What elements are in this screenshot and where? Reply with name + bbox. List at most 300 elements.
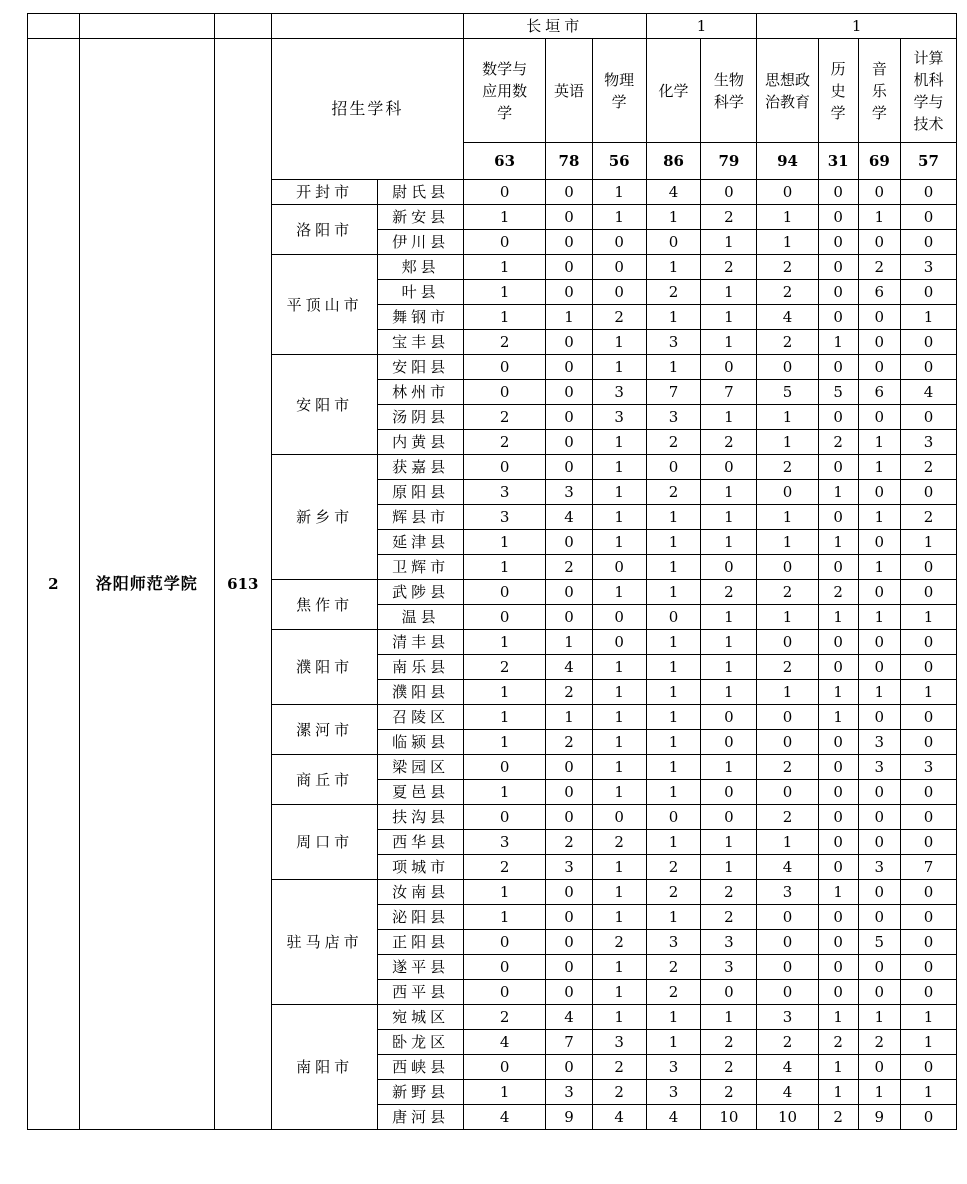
- value-cell: 0: [818, 405, 858, 430]
- value-cell: 7: [701, 380, 757, 405]
- county-cell: 西平县: [378, 980, 464, 1005]
- value-cell: 1: [900, 680, 956, 705]
- value-cell: 1: [818, 1005, 858, 1030]
- value-cell: 0: [858, 580, 900, 605]
- value-cell: 0: [463, 955, 545, 980]
- value-cell: 2: [701, 255, 757, 280]
- value-cell: 4: [757, 1055, 818, 1080]
- county-cell: 召陵区: [378, 705, 464, 730]
- value-cell: 0: [701, 555, 757, 580]
- value-cell: 3: [646, 1080, 701, 1105]
- value-cell: 1: [858, 605, 900, 630]
- value-cell: 0: [592, 630, 646, 655]
- value-cell: 2: [646, 855, 701, 880]
- city-cell: 安阳市: [271, 355, 378, 455]
- value-cell: 1: [818, 680, 858, 705]
- value-cell: 2: [701, 1080, 757, 1105]
- value-cell: 0: [546, 380, 592, 405]
- value-cell: 0: [858, 705, 900, 730]
- institution-name: 洛阳师范学院: [79, 39, 214, 1130]
- value-cell: 1: [818, 705, 858, 730]
- value-cell: 4: [646, 1105, 701, 1130]
- value-cell: 0: [900, 580, 956, 605]
- value-cell: 0: [858, 655, 900, 680]
- value-cell: 5: [818, 380, 858, 405]
- value-cell: 0: [757, 630, 818, 655]
- value-cell: 0: [592, 805, 646, 830]
- county-cell: 卧龙区: [378, 1030, 464, 1055]
- subject-total: 79: [701, 143, 757, 180]
- value-cell: 0: [818, 655, 858, 680]
- value-cell: 1: [646, 580, 701, 605]
- value-cell: 0: [900, 180, 956, 205]
- value-cell: 0: [757, 705, 818, 730]
- value-cell: 1: [463, 205, 545, 230]
- value-cell: 1: [900, 605, 956, 630]
- value-cell: 1: [646, 680, 701, 705]
- value-cell: 1: [757, 430, 818, 455]
- value-cell: 0: [757, 555, 818, 580]
- value-cell: 10: [701, 1105, 757, 1130]
- value-cell: 1: [592, 205, 646, 230]
- value-cell: 2: [858, 255, 900, 280]
- top-value-cell: 1: [646, 14, 757, 39]
- city-cell: 漯河市: [271, 705, 378, 755]
- value-cell: 1: [646, 255, 701, 280]
- value-cell: 0: [900, 1055, 956, 1080]
- subject-header: 物理 学: [592, 39, 646, 143]
- value-cell: 6: [858, 380, 900, 405]
- value-cell: 1: [701, 655, 757, 680]
- value-cell: 2: [463, 655, 545, 680]
- value-cell: 0: [858, 955, 900, 980]
- value-cell: 2: [646, 880, 701, 905]
- county-cell: 夏邑县: [378, 780, 464, 805]
- value-cell: 1: [757, 405, 818, 430]
- county-cell: 遂平县: [378, 955, 464, 980]
- value-cell: 1: [546, 305, 592, 330]
- value-cell: 1: [646, 505, 701, 530]
- value-cell: 2: [592, 305, 646, 330]
- value-cell: 1: [646, 530, 701, 555]
- value-cell: 4: [757, 305, 818, 330]
- value-cell: 0: [463, 180, 545, 205]
- value-cell: 4: [757, 1080, 818, 1105]
- value-cell: 1: [592, 430, 646, 455]
- subject-header: 英语: [546, 39, 592, 143]
- subject-header: 历 史 学: [818, 39, 858, 143]
- value-cell: 0: [858, 780, 900, 805]
- value-cell: 1: [818, 530, 858, 555]
- value-cell: 2: [757, 580, 818, 605]
- value-cell: 0: [818, 205, 858, 230]
- value-cell: 0: [900, 555, 956, 580]
- county-cell: 西峡县: [378, 1055, 464, 1080]
- city-cell: 南阳市: [271, 1005, 378, 1130]
- value-cell: 1: [592, 680, 646, 705]
- value-cell: 1: [757, 605, 818, 630]
- value-cell: 1: [646, 555, 701, 580]
- value-cell: 0: [757, 955, 818, 980]
- value-cell: 1: [757, 230, 818, 255]
- value-cell: 2: [757, 255, 818, 280]
- county-cell: 宝丰县: [378, 330, 464, 355]
- value-cell: 3: [757, 880, 818, 905]
- value-cell: 0: [757, 730, 818, 755]
- value-cell: 1: [546, 630, 592, 655]
- value-cell: 3: [646, 930, 701, 955]
- value-cell: 2: [463, 1005, 545, 1030]
- value-cell: 7: [546, 1030, 592, 1055]
- value-cell: 0: [463, 1055, 545, 1080]
- value-cell: 2: [757, 330, 818, 355]
- value-cell: 3: [646, 1055, 701, 1080]
- value-cell: 5: [757, 380, 818, 405]
- value-cell: 1: [701, 630, 757, 655]
- value-cell: 1: [757, 680, 818, 705]
- value-cell: 1: [592, 530, 646, 555]
- value-cell: 7: [900, 855, 956, 880]
- value-cell: 2: [546, 730, 592, 755]
- value-cell: 2: [592, 1080, 646, 1105]
- value-cell: 2: [757, 280, 818, 305]
- value-cell: 2: [858, 1030, 900, 1055]
- county-cell: 内黄县: [378, 430, 464, 455]
- value-cell: 1: [701, 330, 757, 355]
- value-cell: 0: [858, 480, 900, 505]
- value-cell: 2: [701, 1055, 757, 1080]
- value-cell: 0: [592, 230, 646, 255]
- value-cell: 1: [818, 1055, 858, 1080]
- value-cell: 3: [900, 255, 956, 280]
- value-cell: 0: [757, 180, 818, 205]
- value-cell: 1: [646, 205, 701, 230]
- value-cell: 2: [757, 755, 818, 780]
- value-cell: 1: [701, 830, 757, 855]
- value-cell: 1: [701, 505, 757, 530]
- value-cell: 4: [646, 180, 701, 205]
- county-cell: 安阳县: [378, 355, 464, 380]
- value-cell: 2: [701, 1030, 757, 1055]
- value-cell: 0: [900, 830, 956, 855]
- value-cell: 0: [546, 580, 592, 605]
- value-cell: 0: [858, 880, 900, 905]
- value-cell: 1: [900, 1080, 956, 1105]
- value-cell: 0: [818, 930, 858, 955]
- value-cell: 0: [858, 980, 900, 1005]
- county-cell: 郏县: [378, 255, 464, 280]
- value-cell: 1: [900, 530, 956, 555]
- subject-header-label: 招生学科: [271, 39, 463, 180]
- subject-total: 31: [818, 143, 858, 180]
- value-cell: 0: [818, 805, 858, 830]
- city-cell: 新乡市: [271, 455, 378, 580]
- value-cell: 1: [646, 705, 701, 730]
- value-cell: 0: [463, 580, 545, 605]
- value-cell: 1: [818, 480, 858, 505]
- value-cell: 0: [900, 880, 956, 905]
- county-cell: 新安县: [378, 205, 464, 230]
- value-cell: 0: [858, 180, 900, 205]
- value-cell: 2: [701, 905, 757, 930]
- value-cell: 0: [646, 805, 701, 830]
- value-cell: 2: [463, 405, 545, 430]
- county-cell: 舞钢市: [378, 305, 464, 330]
- value-cell: 0: [546, 930, 592, 955]
- value-cell: 0: [818, 230, 858, 255]
- value-cell: 2: [900, 505, 956, 530]
- value-cell: 1: [757, 830, 818, 855]
- value-cell: 2: [818, 1105, 858, 1130]
- value-cell: 0: [592, 605, 646, 630]
- value-cell: 1: [592, 580, 646, 605]
- value-cell: 3: [546, 480, 592, 505]
- value-cell: 0: [546, 530, 592, 555]
- value-cell: 1: [900, 305, 956, 330]
- county-cell: 西华县: [378, 830, 464, 855]
- county-cell: 宛城区: [378, 1005, 464, 1030]
- value-cell: 1: [463, 305, 545, 330]
- value-cell: 0: [818, 955, 858, 980]
- value-cell: 6: [858, 280, 900, 305]
- value-cell: 0: [546, 280, 592, 305]
- value-cell: 0: [592, 255, 646, 280]
- value-cell: 1: [818, 330, 858, 355]
- value-cell: 0: [858, 355, 900, 380]
- value-cell: 1: [592, 505, 646, 530]
- value-cell: 2: [592, 1055, 646, 1080]
- value-cell: 1: [646, 1030, 701, 1055]
- value-cell: 0: [900, 480, 956, 505]
- value-cell: 0: [818, 355, 858, 380]
- value-cell: 0: [900, 330, 956, 355]
- value-cell: 1: [858, 680, 900, 705]
- blank-cell: [28, 14, 80, 39]
- city-cell: 濮阳市: [271, 630, 378, 705]
- value-cell: 0: [900, 230, 956, 255]
- county-cell: 南乐县: [378, 655, 464, 680]
- value-cell: 0: [546, 230, 592, 255]
- value-cell: 3: [858, 855, 900, 880]
- value-cell: 1: [463, 555, 545, 580]
- county-cell: 汝南县: [378, 880, 464, 905]
- value-cell: 1: [592, 955, 646, 980]
- value-cell: 1: [592, 330, 646, 355]
- subject-total: 69: [858, 143, 900, 180]
- value-cell: 2: [463, 855, 545, 880]
- subject-header: 计算 机科 学与 技术: [900, 39, 956, 143]
- value-cell: 3: [900, 430, 956, 455]
- value-cell: 1: [592, 755, 646, 780]
- subject-total: 56: [592, 143, 646, 180]
- value-cell: 0: [463, 380, 545, 405]
- value-cell: 1: [858, 430, 900, 455]
- value-cell: 2: [900, 455, 956, 480]
- value-cell: 0: [463, 930, 545, 955]
- value-cell: 1: [592, 655, 646, 680]
- value-cell: 1: [463, 530, 545, 555]
- value-cell: 3: [546, 1080, 592, 1105]
- value-cell: 1: [463, 680, 545, 705]
- value-cell: 0: [900, 405, 956, 430]
- value-cell: 0: [818, 505, 858, 530]
- value-cell: 0: [818, 905, 858, 930]
- value-cell: 3: [463, 505, 545, 530]
- value-cell: 0: [818, 830, 858, 855]
- value-cell: 1: [858, 455, 900, 480]
- value-cell: 4: [463, 1030, 545, 1055]
- value-cell: 0: [646, 230, 701, 255]
- value-cell: 4: [757, 855, 818, 880]
- value-cell: 0: [592, 280, 646, 305]
- value-cell: 0: [546, 1055, 592, 1080]
- value-cell: 1: [701, 855, 757, 880]
- value-cell: 0: [646, 455, 701, 480]
- value-cell: 0: [900, 1105, 956, 1130]
- value-cell: 0: [757, 905, 818, 930]
- value-cell: 0: [646, 605, 701, 630]
- value-cell: 1: [818, 1080, 858, 1105]
- value-cell: 0: [900, 355, 956, 380]
- value-cell: 1: [701, 280, 757, 305]
- value-cell: 3: [701, 930, 757, 955]
- value-cell: 0: [592, 555, 646, 580]
- value-cell: 1: [592, 780, 646, 805]
- county-cell: 温县: [378, 605, 464, 630]
- subject-total: 86: [646, 143, 701, 180]
- value-cell: 0: [546, 330, 592, 355]
- value-cell: 3: [701, 955, 757, 980]
- value-cell: 0: [701, 180, 757, 205]
- value-cell: 0: [818, 780, 858, 805]
- blank-cell: [214, 14, 271, 39]
- value-cell: 0: [546, 205, 592, 230]
- value-cell: 3: [463, 480, 545, 505]
- value-cell: 0: [546, 405, 592, 430]
- value-cell: 0: [546, 355, 592, 380]
- value-cell: 0: [858, 405, 900, 430]
- county-cell: 武陟县: [378, 580, 464, 605]
- value-cell: 9: [546, 1105, 592, 1130]
- value-cell: 1: [646, 755, 701, 780]
- value-cell: 0: [858, 830, 900, 855]
- value-cell: 0: [463, 455, 545, 480]
- value-cell: 0: [701, 705, 757, 730]
- value-cell: 1: [463, 705, 545, 730]
- value-cell: 0: [757, 930, 818, 955]
- value-cell: 0: [757, 355, 818, 380]
- county-cell: 卫辉市: [378, 555, 464, 580]
- subject-total: 78: [546, 143, 592, 180]
- value-cell: 1: [463, 1080, 545, 1105]
- value-cell: 2: [646, 280, 701, 305]
- value-cell: 1: [900, 1005, 956, 1030]
- city-cell: 洛阳市: [271, 205, 378, 255]
- value-cell: 2: [701, 880, 757, 905]
- value-cell: 0: [757, 480, 818, 505]
- value-cell: 1: [858, 205, 900, 230]
- value-cell: 3: [592, 405, 646, 430]
- value-cell: 0: [546, 880, 592, 905]
- value-cell: 2: [818, 580, 858, 605]
- value-cell: 0: [818, 730, 858, 755]
- county-cell: 延津县: [378, 530, 464, 555]
- value-cell: 3: [592, 1030, 646, 1055]
- county-cell: 伊川县: [378, 230, 464, 255]
- value-cell: 1: [858, 1005, 900, 1030]
- value-cell: 1: [757, 505, 818, 530]
- value-cell: 0: [900, 705, 956, 730]
- subject-total: 94: [757, 143, 818, 180]
- value-cell: 1: [463, 630, 545, 655]
- value-cell: 0: [463, 805, 545, 830]
- value-cell: 1: [818, 605, 858, 630]
- value-cell: 1: [592, 855, 646, 880]
- value-cell: 4: [546, 655, 592, 680]
- value-cell: 2: [546, 830, 592, 855]
- county-cell: 尉氏县: [378, 180, 464, 205]
- value-cell: 1: [592, 905, 646, 930]
- county-cell: 新野县: [378, 1080, 464, 1105]
- value-cell: 2: [546, 555, 592, 580]
- value-cell: 2: [757, 455, 818, 480]
- table-row-top: [28, 14, 957, 39]
- value-cell: 4: [900, 380, 956, 405]
- institution-index: 2: [28, 39, 80, 1130]
- value-cell: 0: [900, 730, 956, 755]
- county-cell: 原阳县: [378, 480, 464, 505]
- value-cell: 4: [546, 1005, 592, 1030]
- value-cell: 1: [701, 755, 757, 780]
- value-cell: 0: [900, 630, 956, 655]
- subject-header: 音 乐 学: [858, 39, 900, 143]
- value-cell: 3: [646, 330, 701, 355]
- value-cell: 0: [463, 355, 545, 380]
- value-cell: 0: [546, 455, 592, 480]
- value-cell: 0: [463, 755, 545, 780]
- value-cell: 2: [757, 1030, 818, 1055]
- value-cell: 0: [701, 980, 757, 1005]
- value-cell: 0: [858, 530, 900, 555]
- value-cell: 1: [701, 480, 757, 505]
- value-cell: 1: [592, 1005, 646, 1030]
- value-cell: 0: [900, 805, 956, 830]
- value-cell: 0: [900, 905, 956, 930]
- county-cell: 濮阳县: [378, 680, 464, 705]
- value-cell: 4: [592, 1105, 646, 1130]
- value-cell: 2: [592, 930, 646, 955]
- blank-cell: [79, 14, 214, 39]
- value-cell: 0: [701, 730, 757, 755]
- value-cell: 2: [818, 1030, 858, 1055]
- value-cell: 1: [646, 780, 701, 805]
- value-cell: 1: [701, 405, 757, 430]
- value-cell: 1: [592, 180, 646, 205]
- subject-total: 63: [463, 143, 545, 180]
- value-cell: 0: [463, 980, 545, 1005]
- city-cell: 平顶山市: [271, 255, 378, 355]
- value-cell: 2: [701, 205, 757, 230]
- value-cell: 0: [546, 905, 592, 930]
- value-cell: 3: [546, 855, 592, 880]
- value-cell: 0: [858, 805, 900, 830]
- value-cell: 0: [858, 330, 900, 355]
- county-cell: 唐河县: [378, 1105, 464, 1130]
- county-cell: 获嘉县: [378, 455, 464, 480]
- value-cell: 0: [818, 980, 858, 1005]
- value-cell: 1: [592, 355, 646, 380]
- value-cell: 0: [546, 780, 592, 805]
